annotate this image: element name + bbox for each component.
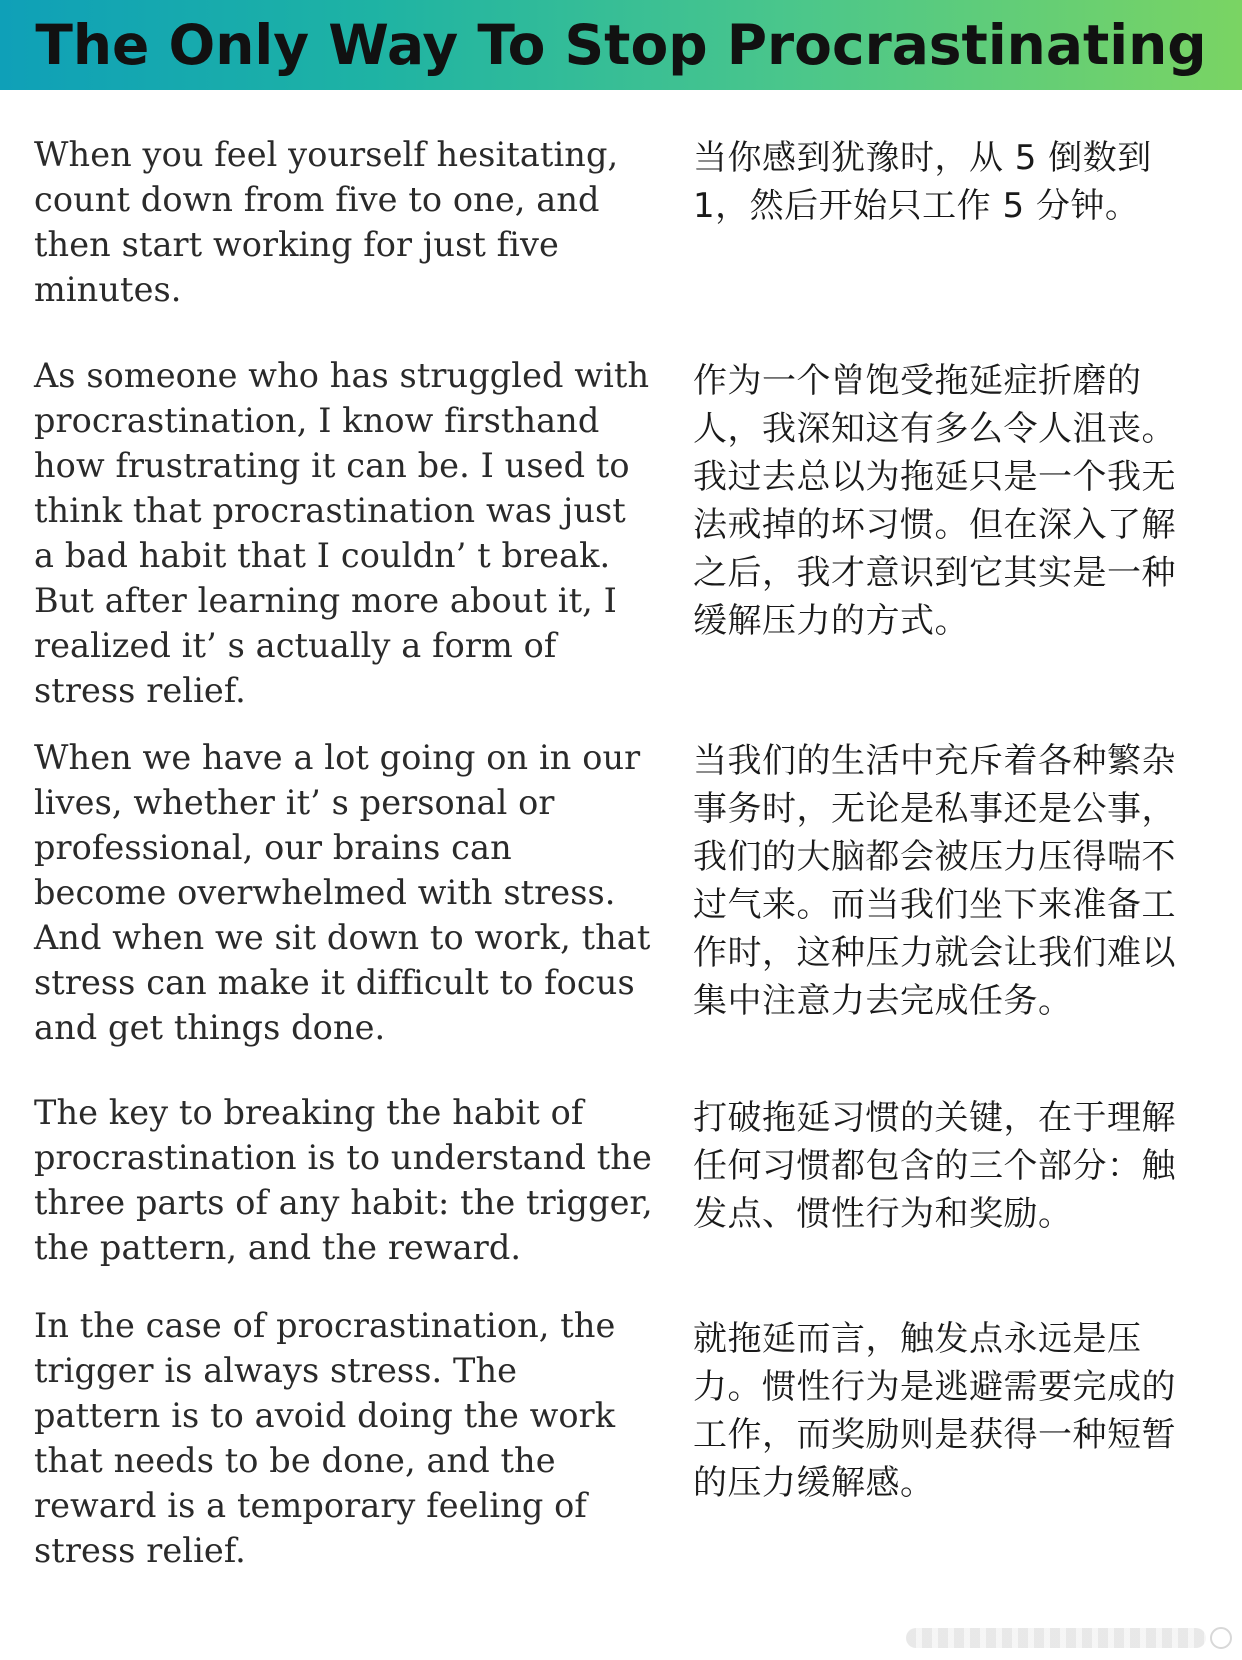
page-title: The Only Way To Stop Procrastinating — [35, 13, 1207, 77]
watermark-mark — [906, 1628, 1206, 1648]
chinese-paragraph: 打破拖延习惯的关键，在于理解任何习惯都包含的三个部分：触发点、惯性行为和奖励。 — [693, 1098, 1176, 1234]
chinese-paragraph: 就拖延而言，触发点永远是压力。惯性行为是逃避需要完成的工作，而奖励则是获得一种短暂的压力缓解感。 — [693, 1319, 1176, 1503]
chinese-paragraph: 当你感到犹豫时，从 5 倒数到 1，然后开始只工作 5 分钟。 — [693, 138, 1152, 226]
english-paragraph: As someone who has struggled with procrastination, I know firsthand how frustrating it can be. I used to think that procrastination was just a bad habit that I couldn’ t break. But after learning more about it, I realized it’ s actually a form of stress relief. — [34, 356, 650, 710]
watermark — [872, 1620, 1232, 1656]
chinese-paragraph: 作为一个曾饱受拖延症折磨的人，我深知这有多么令人沮丧。我过去总以为拖延只是一个我无法戒掉的坏习惯。但在深入了解之后，我才意识到它其实是一种缓解压力的方式。 — [693, 361, 1176, 641]
english-paragraph: In the case of procrastination, the trigger is always stress. The pattern is to avoid doing the work that needs to be done, and the reward is a temporary feeling of stress relief. — [34, 1306, 616, 1570]
english-paragraph: The key to breaking the habit of procrastination is to understand the three parts of any habit: the trigger, the pattern, and the reward. — [34, 1093, 653, 1267]
english-paragraph: When you feel yourself hesitating, count down from five to one, and then start working for just five minutes. — [34, 135, 619, 309]
watermark-logo-icon — [1210, 1627, 1232, 1649]
title-banner — [0, 0, 1242, 90]
chinese-paragraph: 当我们的生活中充斥着各种繁杂事务时，无论是私事还是公事，我们的大脑都会被压力压得喘不过气来。而当我们坐下来准备工作时，这种压力就会让我们难以集中注意力去完成任务。 — [693, 741, 1176, 1021]
english-paragraph: When we have a lot going on in our lives, whether it’ s personal or professional, our brains can become overwhelmed with stress. And when we sit down to work, that stress can make it difficult to focus and get things done. — [34, 738, 651, 1047]
